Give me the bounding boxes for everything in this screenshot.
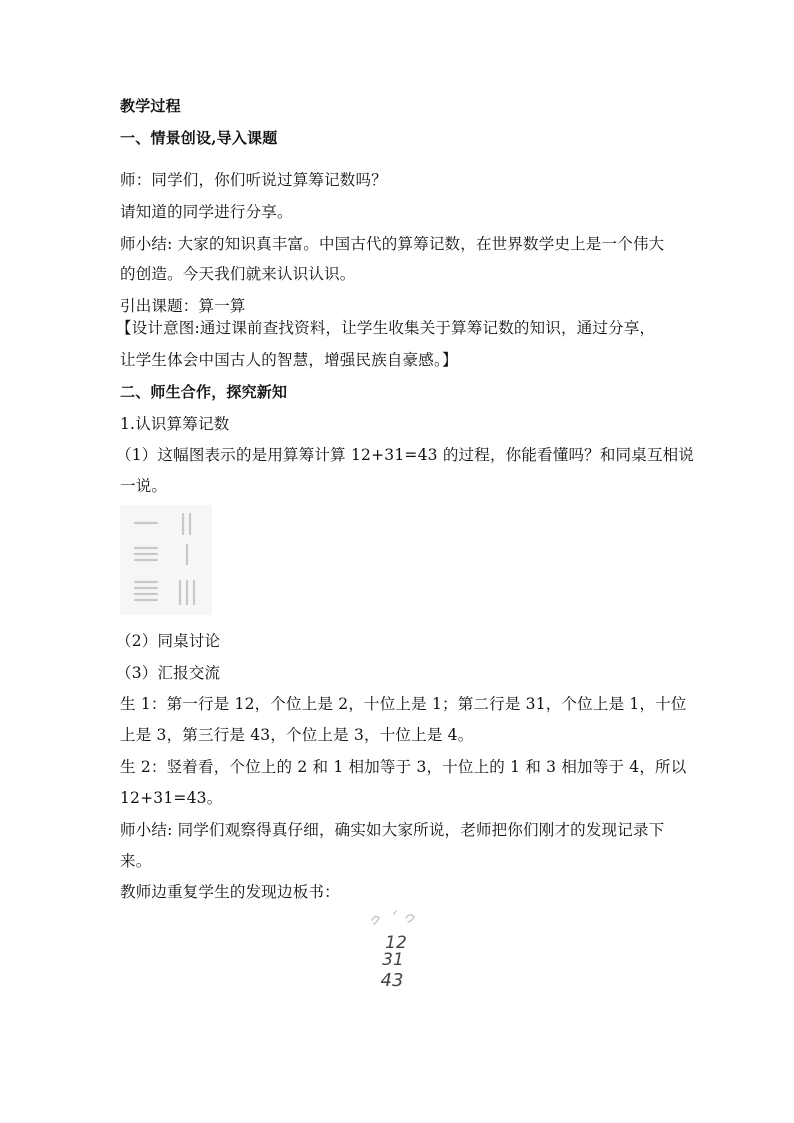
design-intent-line-2: 让学生体会中国古人的智慧，增强民族自豪感。】 [120,351,458,369]
student-2-line-2: 12+31=43。 [120,789,223,807]
question-1-line-1: （1）这幅图表示的是用算筹计算 12+31=43 的过程，你能看懂吗？和同桌互相说 [116,446,695,464]
carry-marks [372,911,414,924]
question-2: （2）同桌讨论 [116,632,221,650]
handwritten-calculation [364,908,424,994]
topic-line: 引出课题：算一算 [120,297,246,315]
hand-row-3: 43 [380,970,404,991]
section-title: 教学过程 [120,97,181,115]
hand-row-2: 31 [382,950,404,970]
question-3: （3）汇报交流 [116,664,221,682]
counting-rods-svg [120,505,212,615]
handwriting-svg [364,908,424,994]
counting-rods-figure [120,505,212,615]
summary-line-1: 师小结: 大家的知识真丰富。中国古代的算筹记数，在世界数学史上是一个伟大 [120,235,665,253]
blackboard-line: 教师边重复学生的发现边板书： [120,883,340,901]
student-1-line-1: 生 1：第一行是 12，个位上是 2，十位上是 1；第二行是 31，个位上是 1，十位 [120,695,687,713]
teacher-question: 师：同学们，你们听说过算筹记数吗？ [120,171,387,189]
design-intent-line-1: 【设计意图:通过课前查找资料，让学生收集关于算筹记数的知识，通过分享， [116,319,656,337]
part1-heading: 一、情景创设,导入课题 [120,129,278,147]
teacher-summary-line-2: 来。 [120,852,152,870]
student-2-line-1: 生 2：竖着看，个位上的 2 和 1 相加等于 3，十位上的 1 和 3 相加等于 4，所以 [120,758,687,776]
subsection-1: 1.认识算筹记数 [120,415,230,433]
summary-line-2: 的创造。今天我们就来认识认识。 [120,265,356,283]
question-1-line-2: 一说。 [120,477,168,495]
student-1-line-2: 上是 3，第三行是 43，个位上是 3，十位上是 4。 [120,726,474,744]
teacher-summary-line-1: 师小结: 同学们观察得真仔细，确实如大家所说，老师把你们刚才的发现记录下 [120,821,665,839]
hand-row-1: 12 [385,933,407,953]
part2-heading: 二、师生合作，探究新知 [120,383,288,401]
invite-line: 请知道的同学进行分享。 [120,203,293,221]
